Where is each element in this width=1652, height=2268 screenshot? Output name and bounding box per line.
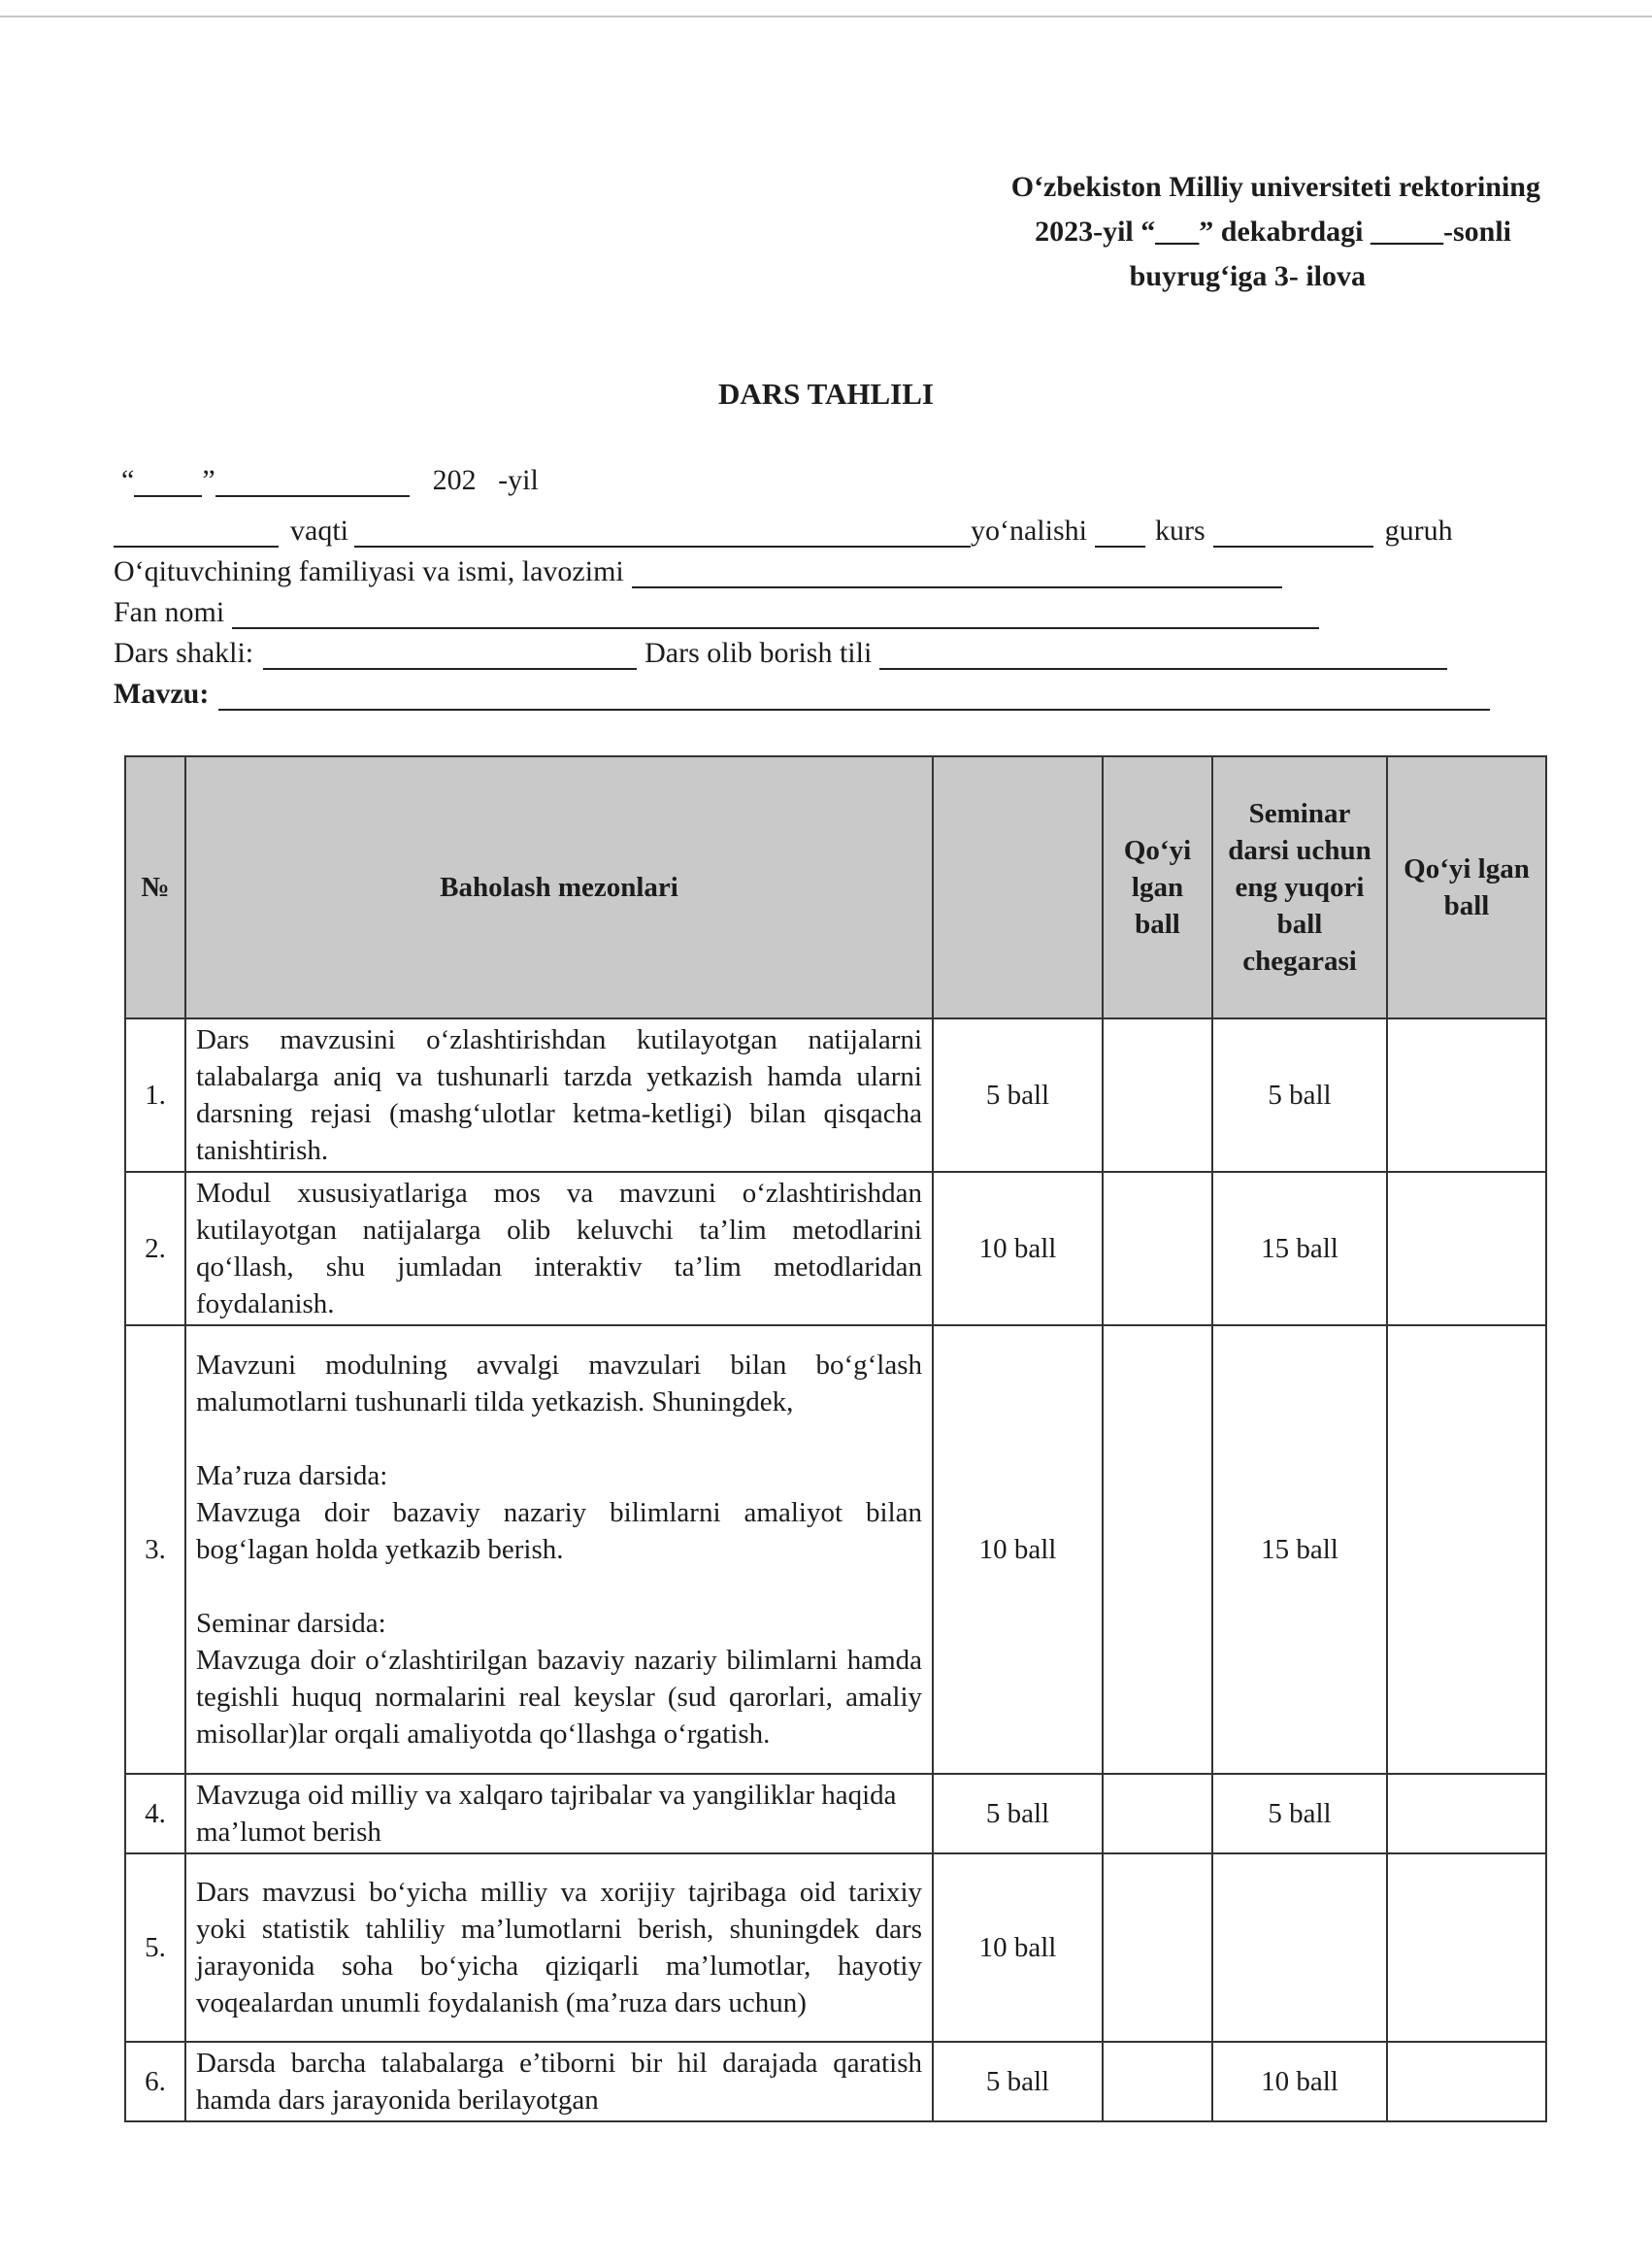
language-label: Dars olib borish tili — [644, 637, 873, 669]
table-row — [125, 1018, 1546, 1172]
date-row — [114, 456, 1511, 497]
row-number: 5. — [125, 1853, 185, 2042]
given-points-cell[interactable] — [1103, 1018, 1212, 1172]
lecture-max-points: 5 ball — [933, 1774, 1103, 1853]
day-field[interactable] — [134, 466, 202, 497]
appendix-line-2: 2023-yil “___” dekabrdagi _____-sonli — [1035, 216, 1511, 248]
given-points-cell[interactable] — [1387, 2042, 1546, 2121]
col-header-given-points-1: Qo‘yi lgan ball — [1103, 756, 1212, 1018]
given-points-cell[interactable] — [1387, 1325, 1546, 1774]
subject-row — [114, 588, 1511, 629]
criterion-intro: Mavzuni modulning avvalgi mavzulari bilan bo‘g‘lash malumotlarni tushunarli tilda yetkazish. Shuningdek, — [196, 1350, 922, 1418]
lecture-max-points: 10 ball — [933, 1325, 1103, 1774]
given-points-cell[interactable] — [1103, 1325, 1212, 1774]
table-row — [125, 1325, 1546, 1774]
seminar-max-points: 15 ball — [1212, 1325, 1387, 1774]
given-points-cell[interactable] — [1103, 1853, 1212, 2042]
given-points-cell[interactable] — [1387, 1853, 1546, 2042]
appendix-line-1: O‘zbekiston Milliy universiteti rektorining — [1010, 171, 1540, 203]
lecture-max-points: 5 ball — [933, 2042, 1103, 2121]
col-header-number: № — [125, 756, 185, 1018]
teacher-label: O‘qituvchining familiyasi va ismi, lavozimi — [114, 555, 624, 587]
subject-label: Fan nomi — [114, 596, 225, 628]
lecture-max-points: 10 ball — [933, 1853, 1103, 2042]
table-row — [125, 1172, 1546, 1325]
seminar-heading: Seminar darsida: — [196, 1608, 386, 1639]
seminar-criterion: Mavzuga doir o‘zlashtirilgan bazaviy nazariy bilimlarni hamda tegishli huquq normalarini real keyslar (sud qarorlari, amaliy misollar)lar orqali amaliyotda qo‘llashga o‘rgatish. — [196, 1645, 922, 1750]
month-field[interactable] — [215, 466, 410, 497]
lesson-form-field[interactable] — [263, 639, 637, 670]
course-field[interactable] — [1095, 517, 1145, 548]
group-field[interactable] — [1213, 517, 1373, 548]
table-header-row — [125, 756, 1546, 1018]
row-number: 1. — [125, 1018, 185, 1172]
criterion-text: Mavzuga oid milliy va xalqaro tajribalar va yangiliklar haqida ma’lumot berish — [185, 1774, 933, 1853]
teacher-row — [114, 548, 1511, 588]
time-label: vaqti — [290, 515, 348, 547]
subject-field[interactable] — [232, 598, 1319, 629]
appendix-header — [861, 165, 1540, 299]
date-close-quote: ” — [202, 464, 215, 496]
col-header-seminar-max: Seminar darsi uchun eng yuqori ball chegarasi — [1212, 756, 1387, 1018]
given-points-cell[interactable] — [1103, 2042, 1212, 2121]
time-direction-row — [114, 507, 1511, 548]
lecture-max-points: 5 ball — [933, 1018, 1103, 1172]
col-header-lecture-max — [933, 756, 1103, 1018]
col-header-criteria: Baholash mezonlari — [185, 756, 933, 1018]
scan-top-edge — [0, 16, 1652, 17]
appendix-line-3: buyrug‘iga 3- ilova — [1129, 260, 1366, 292]
lecture-heading: Ma’ruza darsida: — [196, 1460, 388, 1491]
row-number: 2. — [125, 1172, 185, 1325]
seminar-max-points: 15 ball — [1212, 1172, 1387, 1325]
seminar-max-points — [1212, 1853, 1387, 2042]
lecture-max-points: 10 ball — [933, 1172, 1103, 1325]
criterion-text: Modul xususiyatlariga mos va mavzuni o‘zlashtirishdan kutilayotgan natijalarga olib keluvchi ta’lim metodlarini qo‘llash, shu jumladan interaktiv ta’lim metodlaridan foydalanish. — [185, 1172, 933, 1325]
time-field[interactable] — [354, 517, 971, 548]
language-field[interactable] — [879, 639, 1447, 670]
teacher-field[interactable] — [632, 557, 1282, 588]
given-points-cell[interactable] — [1387, 1172, 1546, 1325]
topic-label: Mavzu: — [114, 678, 210, 710]
given-points-cell[interactable] — [1387, 1018, 1546, 1172]
group-label: guruh — [1384, 515, 1453, 547]
criterion-text: Darsda barcha talabalarga e’tiborni bir hil darajada qaratish hamda dars jarayonida berilayotgan — [185, 2042, 933, 2121]
col-header-given-points-2: Qo‘yi lgan ball — [1387, 756, 1546, 1018]
row-number: 4. — [125, 1774, 185, 1853]
row-number: 3. — [125, 1325, 185, 1774]
table-row — [125, 1774, 1546, 1853]
criterion-text: Dars mavzusi bo‘yicha milliy va xorijiy tajribaga oid tarixiy yoki statistik tahliliy ma’lumotlarni berish, shuningdek dars jarayonida soha bo‘yicha qiziqarli ma’lumotlar, hayotiy voqealardan unumli foydalanish (ma’ruza dars uchun) — [185, 1853, 933, 2042]
lesson-form-label: Dars shakli: — [114, 637, 254, 669]
document-title: DARS TAHLILI — [718, 377, 934, 411]
date-open-quote: “ — [121, 464, 135, 496]
lecture-criterion: Mavzuga doir bazaviy nazariy bilimlarni amaliyot bilan bog‘lagan holda yetkazib berish. — [196, 1497, 922, 1565]
lesson-info-form — [114, 456, 1511, 711]
given-points-cell[interactable] — [1103, 1774, 1212, 1853]
table-row — [125, 1853, 1546, 2042]
course-label: kurs — [1155, 515, 1206, 547]
seminar-max-points: 5 ball — [1212, 1774, 1387, 1853]
given-points-cell[interactable] — [1103, 1172, 1212, 1325]
criteria-table — [124, 755, 1547, 2122]
criterion-text: Dars mavzusini o‘zlashtirishdan kutilayotgan natijalarni talabalarga aniq va tushunarli tarzda yetkazish hamda ularni darsning rejasi (mashg‘ulotlar ketma-ketligi) bilan qisqacha tanishtirish. — [185, 1018, 933, 1172]
direction-label: yo‘nalishi — [971, 515, 1087, 547]
given-points-cell[interactable] — [1387, 1774, 1546, 1853]
seminar-max-points: 10 ball — [1212, 2042, 1387, 2121]
session-field[interactable] — [114, 517, 279, 548]
criterion-text — [185, 1325, 933, 1774]
year-label: 202 -yil — [432, 464, 539, 496]
row-number: 6. — [125, 2042, 185, 2121]
seminar-max-points: 5 ball — [1212, 1018, 1387, 1172]
topic-field[interactable] — [218, 680, 1490, 711]
table-row — [125, 2042, 1546, 2121]
lesson-form-row — [114, 629, 1511, 670]
topic-row — [114, 670, 1511, 711]
